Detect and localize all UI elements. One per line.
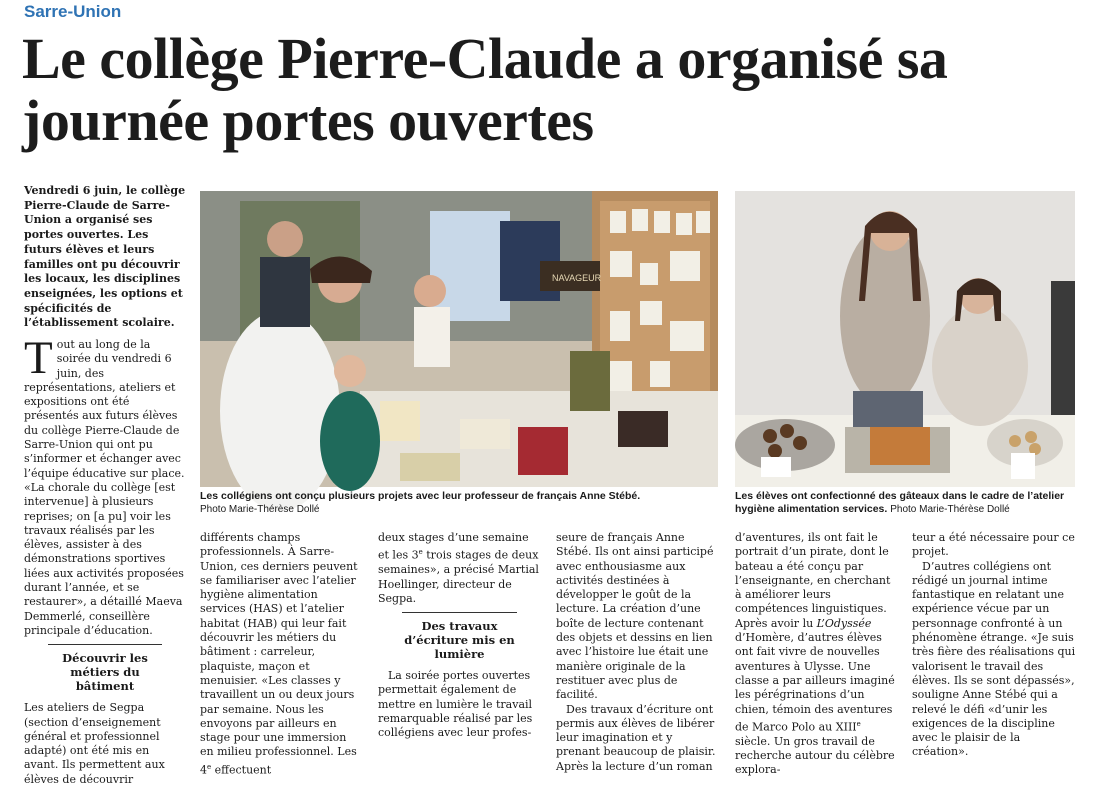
column-4 (556, 531, 719, 773)
subhead-batiment: Découvrir les métiers du bâtiment (48, 644, 162, 693)
photo-cakes (735, 191, 1075, 487)
column-5-paragraph-1: d’aventures, ils ont fait le portrait d’un pirate, dont le bateau a été conçu par l’enseignante, en cherchant à améliorer leurs compétences linguistiques. Après avoir lu L’Odyssée d’Homère, d’autres élèves ont fait vivre de nouvelles aventures à Ulysse. Une classe a par ailleurs imaginé les pérégrinations d’un chien, témoin des aventures de Marco Polo au XIIIe siècle. Un gros travail de recherche autour du célèbre explora- (735, 531, 895, 777)
column-1-paragraph-2: Les ateliers de Segpa (section d’enseignement général et professionnel adapté) ont été mis en avant. Ils permettent aux élèves de découvrir (24, 701, 165, 786)
section-kicker: Sarre-Union (24, 2, 122, 21)
subhead-ecriture: Des travaux d’écriture mis en lumière (402, 612, 517, 661)
column-3-paragraph-1: deux stages d’une semaine et les 3e trois stages de deux semaines», a précisé Martial Hoellinger, directeur de Segpa. (378, 531, 539, 605)
column-6-paragraph-2: D’autres collégiens ont rédigé un journal intime fantastique en relatant une expérience vécue par un personnage confronté à un phénomène étrange. «Je suis très fière des réalisations qui valorisent le travail des élèves. Ils se sont dépassés», souligne Anne Stébé qui a relevé le défi «d’unir les exigences de la discipline avec le plaisir de la création». (912, 559, 1076, 759)
ship-sign-text: NAVAGEUR (552, 273, 602, 283)
drop-cap: T (24, 332, 53, 384)
column-5 (735, 531, 898, 777)
column-2-paragraph-1: différents champs professionnels. À Sarre-Union, ces derniers peuvent se familiariser avec l’atelier hygiène alimentation services (HAS) et l’atelier habitat (HAB) qui leur fait découvrir les métiers du bâtiment : carreleur, plaquiste, maçon et menuisier. «Les classes y travaillent un ou deux jours par semaine. Nous les envoyons par ailleurs en stage pour une immersion en milieu professionnel. Les 4e effectuent (200, 531, 358, 777)
photo-projects-credit: Photo Marie-Thérèse Dollé (200, 504, 320, 515)
column-6-paragraph-1: teur a été nécessaire pour ce projet. (912, 531, 1075, 559)
column-2 (200, 531, 363, 777)
article-headline: Le collège Pierre-Claude a organisé sa journée portes ouvertes (22, 26, 948, 153)
column-3 (378, 531, 541, 751)
column-1 (24, 332, 186, 786)
photo-projects-image (200, 191, 718, 487)
column-6 (912, 531, 1077, 759)
article-lead: Vendredi 6 juin, le collège Pierre-Claude de Sarre-Union a organisé ses portes ouvertes. Les futurs élèves et leurs familles ont pu découvrir les locaux, les disciplines enseignées, les options et spécificités de l’établissement scolaire. (24, 184, 186, 330)
column-4-paragraph-1: seure de français Anne Stébé. Ils ont ainsi participé avec enthousiasme aux activités destinées à développer le goût de la lecture. La création d’une boîte de lecture contenant des objets et dessins en lien avec l’histoire lue était une manière originale de la restituer avec plus de facilité. (556, 531, 714, 702)
photo-projects (200, 191, 718, 487)
photo-cakes-image (735, 191, 1075, 487)
column-4-paragraph-2: Des travaux d’écriture ont permis aux élèves de libérer leur imagination et y prenant beaucoup de plaisir. Après la lecture d’un roman (556, 702, 716, 773)
column-1-paragraph-1: Tout au long de la soirée du vendredi 6 juin, des représentations, ateliers et expositions ont été présentés aux futurs élèves du collège Pierre-Claude de Sarre-Union qui ont pu s’informer et échanger avec l’équipe éducative sur place. «La chorale du collège [est intervenue] à plusieurs reprises; on [a pu] voir les travaux réalisés par les élèves, assister à des démonstrations sportives liées aux activités proposées durant l’année, et se restaurer», a détaillé Maeva Demmerlé, conseillère principale d’éducation. (24, 332, 185, 637)
photo-cakes-credit: Photo Marie-Thérèse Dollé (890, 504, 1010, 515)
column-3-paragraph-2: La soirée portes ouvertes permettait également de mettre en lumière le travail remarquable réalisé par les collégiens avec leur profes- (378, 669, 533, 740)
photo-cakes-caption: Les élèves ont confectionné des gâteaux dans le cadre de l’atelier hygiène alimentation services. Photo Marie-Thérèse Dollé (735, 490, 1065, 515)
photo-projects-caption: Les collégiens ont conçu plusieurs projets avec leur professeur de français Anne Stébé. Photo Marie-Thérèse Dollé (200, 490, 641, 515)
